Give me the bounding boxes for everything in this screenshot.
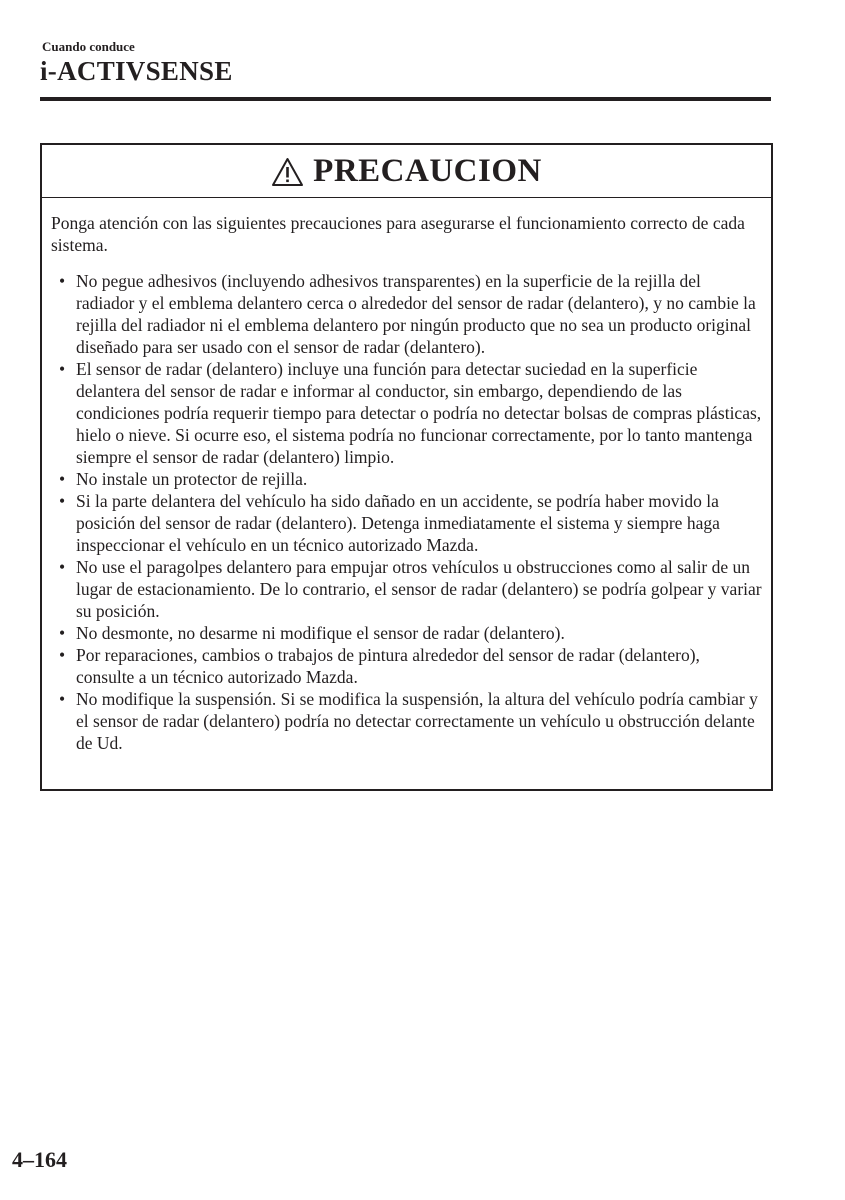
list-item (51, 556, 762, 622)
list-item-text: No modifique la suspensión. Si se modifica la suspensión, la altura del vehículo podría cambiar y el sensor de radar (delantero) podría no detectar correctamente un vehículo u obstrucción delante de Ud. (76, 689, 758, 753)
list-item-text: No use el paragolpes delantero para empujar otros vehículos u obstrucciones como al salir de un lugar de estacionamiento. De lo contrario, el sensor de radar (delantero) se podría golpear y variar su posición. (76, 557, 762, 621)
page-number: 4–164 (12, 1147, 67, 1172)
list-item-text: No desmonte, no desarme ni modifique el sensor de radar (delantero). (76, 623, 565, 643)
bullet: • (59, 469, 66, 489)
chapter-title: i-ACTIVSENSE (40, 56, 233, 86)
caution-body (42, 198, 771, 754)
section-label: Cuando conduce (42, 39, 135, 54)
caution-list (51, 270, 762, 754)
bullet: • (59, 623, 66, 643)
list-item-text: El sensor de radar (delantero) incluye una función para detectar suciedad en la superficie delantera del sensor de radar e informar al conductor, sin embargo, dependiendo de las condiciones podría requerir tiempo para detectar o podría no detectar bolsas de compras plásticas, hielo o nieve. Si ocurre eso, el sistema podría no funcionar correctamente, por lo tanto mantenga siempre el sensor de radar (delantero) limpio. (76, 359, 762, 467)
list-item-text: No instale un protector de rejilla. (76, 469, 308, 489)
bullet: • (59, 557, 66, 577)
caution-header (42, 145, 771, 198)
bullet: • (59, 689, 66, 709)
caution-intro: Ponga atención con las siguientes precauciones para asegurarse el funcionamiento correcto de cada sistema. (51, 213, 745, 255)
bullet: • (59, 359, 66, 379)
list-item (51, 688, 762, 754)
bullet: • (59, 271, 66, 291)
list-item-text: Por reparaciones, cambios o trabajos de pintura alrededor del sensor de radar (delantero), consulte a un técnico autorizado Mazda. (76, 645, 700, 687)
warning-triangle-icon (271, 157, 304, 187)
list-item-text: Si la parte delantera del vehículo ha sido dañado en un accidente, se podría haber movido la posición del sensor de radar (delantero). Detenga inmediatamente el sistema y siempre haga inspeccionar el vehículo en un técnico autorizado Mazda. (76, 491, 720, 555)
caution-box (40, 143, 773, 791)
list-item (51, 270, 762, 358)
caution-title: PRECAUCION (313, 153, 542, 189)
header-rule (40, 97, 771, 101)
list-item (51, 490, 762, 556)
list-item (51, 622, 762, 644)
bullet: • (59, 645, 66, 665)
bullet: • (59, 491, 66, 511)
list-item-text: No pegue adhesivos (incluyendo adhesivos transparentes) en la superficie de la rejilla del radiador y el emblema delantero cerca o alrededor del sensor de radar (delantero), y no cambie la rejilla del radiador ni el emblema delantero por ningún producto que no sea un producto original diseñado para ser usado con el sensor de radar (delantero). (76, 271, 756, 357)
list-item (51, 468, 762, 490)
list-item (51, 358, 762, 468)
list-item (51, 644, 762, 688)
